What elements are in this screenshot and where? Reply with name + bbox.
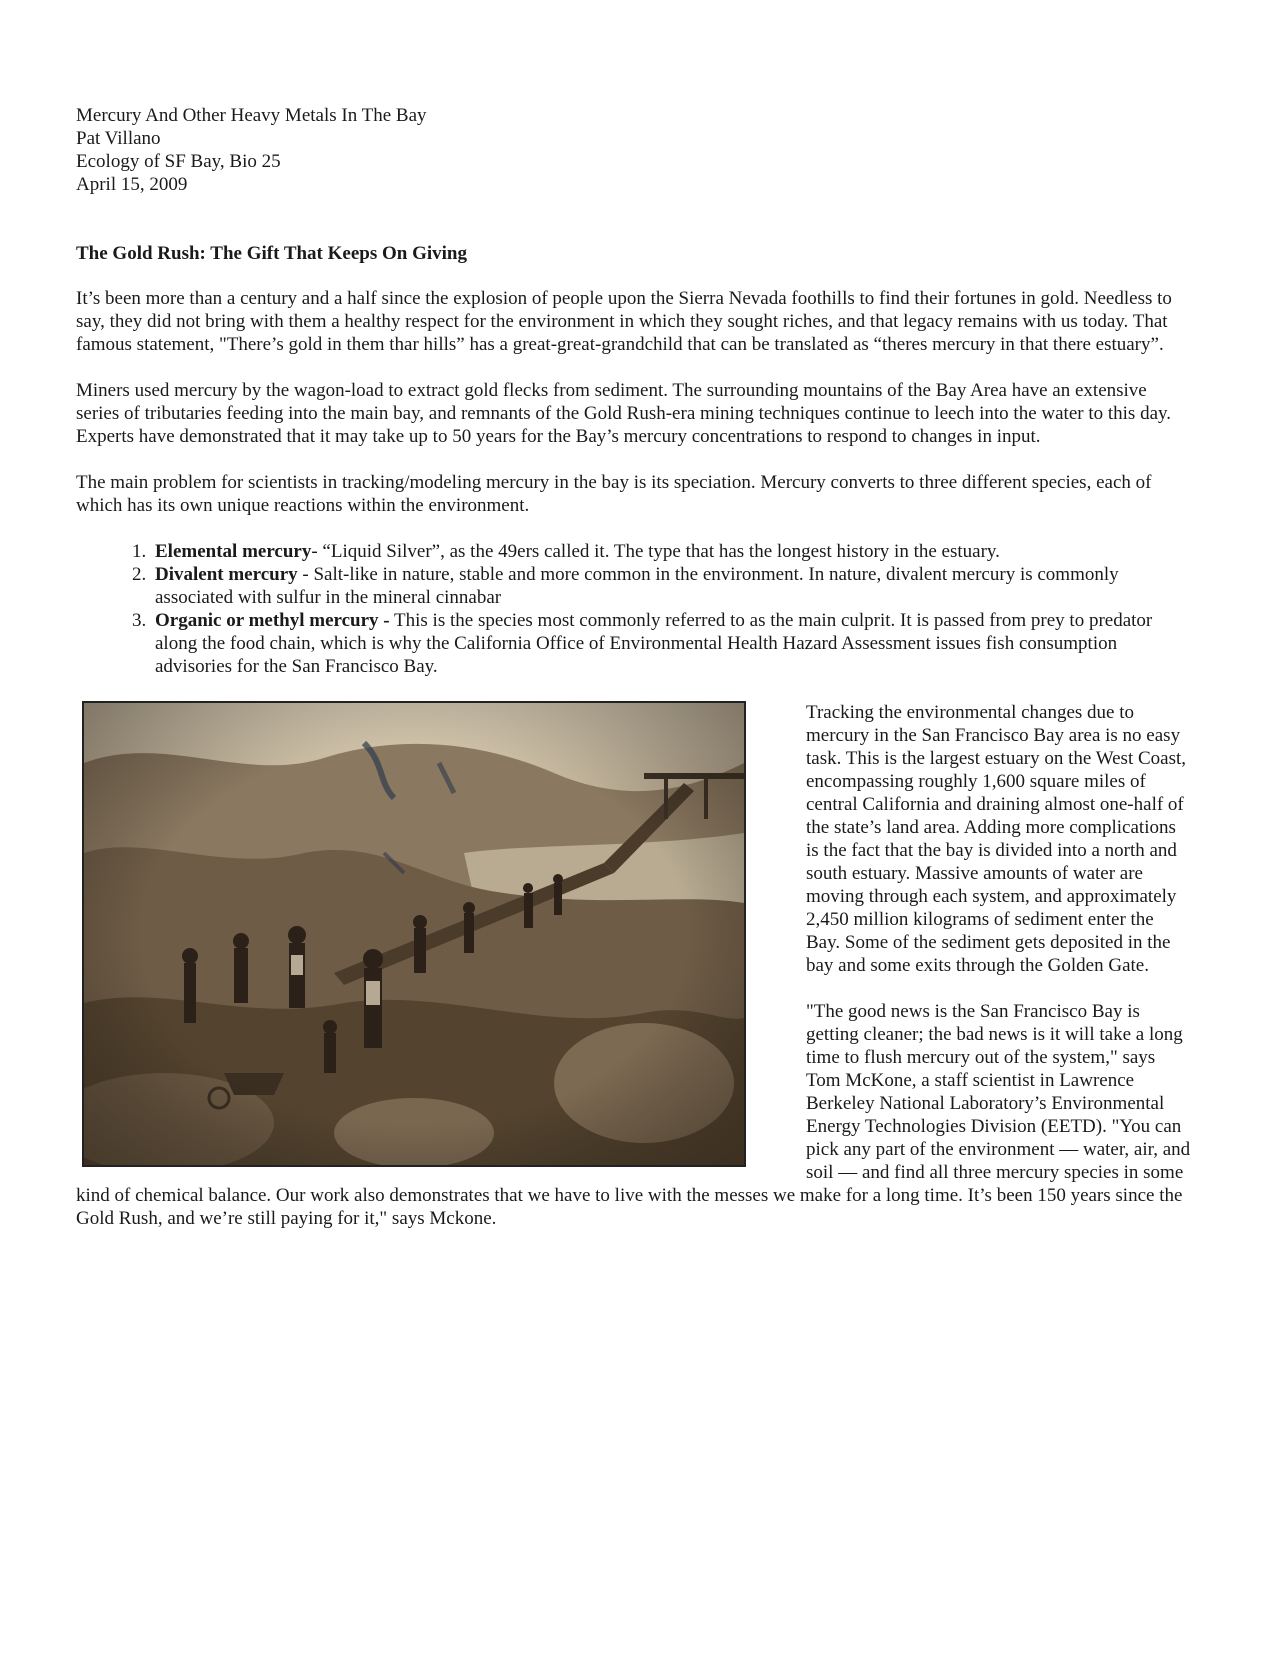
paragraph-tracking: Tracking the environmental changes due to mercury in the San Francisco Bay area is no easy task. This is the largest estuary on the West Coast, encompassing roughly 1,600 square miles of central California and draining almost one-half of the state’s land area. Adding more complications is the fact that the bay is divided into a north and south estuary. Massive amounts of water are moving through each system, and approximately 2,450 million kilograms of sediment enter the Bay. Some of the sediment gets deposited in the bay and some exits through the Golden Gate. [806,702,1187,976]
species-description: - “Liquid Silver”, as the 49ers called it. The type that has the longest history in the estuary. [311,541,1000,562]
document-body [76,104,1191,1230]
list-item [151,609,1191,678]
photo-and-text-section [76,701,1191,1230]
author-name: Pat Villano [76,128,161,149]
paragraph-speciation: The main problem for scientists in tracking/modeling mercury in the bay is its speciation. Mercury converts to three different species, each of which has its own unique reactions within the environment. [76,472,1152,516]
document-title: Mercury And Other Heavy Metals In The Bay [76,105,427,126]
section-title: The Gold Rush: The Gift That Keeps On Giving [76,243,467,264]
species-description: This is the species most commonly referred to as the main culprit. It is passed from prey to predator along the food chain, which is why the California Office of Environmental Health Hazard Assessment issues fish consumption advisories for the San Francisco Bay. [155,610,1153,677]
paragraph-miners: Miners used mercury by the wagon-load to extract gold flecks from sediment. The surrounding mountains of the Bay Area have an extensive series of tributaries feeding into the main bay, and remnants of the Gold Rush-era mining techniques continue to leech into the water to this day. Experts have demonstrated that it may take up to 50 years for the Bay’s mercury concentrations to respond to changes in input. [76,380,1172,447]
gold-rush-miners-photo [82,701,746,1167]
list-item [151,540,1191,563]
paragraph-mckone-quote: "The good news is the San Francisco Bay is getting cleaner; the bad news is it will take a long time to flush mercury out of the system," says Tom McKone, a staff scientist in Lawrence Berkeley National Laboratory’s Environmental Energy Technologies Division (EETD). "You can pick any part of the environment — water, air, and soil — and find all three mercury species in some kind of chemical balance. Our work also demonstrates that we have to live with the messes we make for a long time. It’s been 150 years since the Gold Rush, and we’re still paying for it," says Mckone. [76,1001,1191,1229]
species-term: Divalent mercury [155,564,298,585]
list-item [151,563,1191,609]
document-header [76,104,1191,196]
mercury-species-list [76,540,1191,678]
paragraph-intro: It’s been more than a century and a half since the explosion of people upon the Sierra Nevada foothills to find their fortunes in gold. Needless to say, they did not bring with them a healthy respect for the environment in which they sought riches, and that legacy remains with us today. That famous statement, "There’s gold in them thar hills” has a great-great-grandchild that can be translated as “theres mercury in that there estuary”. [76,288,1172,355]
species-term: Elemental mercury [155,541,312,562]
document-date: April 15, 2009 [76,174,188,195]
species-term: Organic or methyl mercury - [155,610,390,631]
course-name: Ecology of SF Bay, Bio 25 [76,151,281,172]
species-description: - Salt-like in nature, stable and more common in the environment. In nature, divalent mercury is commonly associated with sulfur in the mineral cinnabar [155,564,1119,608]
